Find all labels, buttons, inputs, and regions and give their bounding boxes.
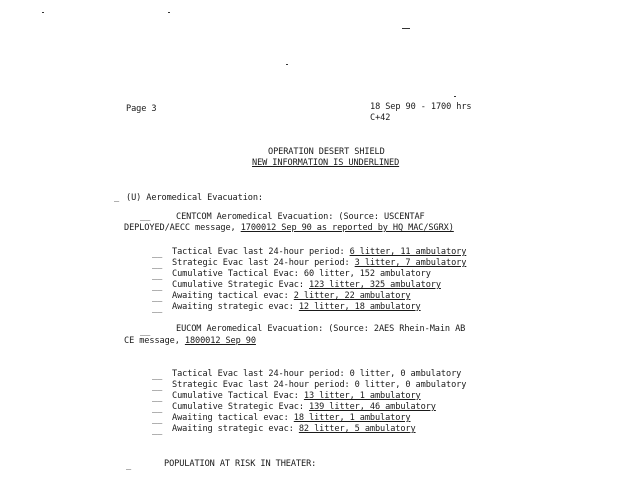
centcom-message-line: [124, 223, 454, 233]
eucom-message-prefix: CE message,: [124, 336, 185, 346]
reference-code: C+42: [370, 113, 391, 123]
centcom-message-prefix: DEPLOYED/AECC message,: [124, 223, 241, 233]
eucom-item: [172, 424, 416, 434]
bullet-dash: __: [152, 260, 163, 270]
document-subtitle: NEW INFORMATION IS UNDERLINED: [252, 158, 400, 168]
centcom-item-value: 60 litter, 152 ambulatory: [303, 269, 431, 279]
bullet-dash: __: [152, 371, 163, 381]
centcom-message-date: 1700012 Sep 90 as reported by HQ MAC/SGRX): [240, 223, 454, 233]
bullet-dash: __: [152, 249, 163, 259]
scan-speck: [454, 96, 456, 97]
centcom-item-value: 6 litter, 11 ambulatory: [349, 247, 467, 257]
centcom-item-label: Cumulative Tactical Evac:: [172, 269, 304, 279]
bullet-dash: __: [152, 393, 163, 403]
centcom-item-value: 2 litter, 22 ambulatory: [293, 291, 411, 301]
page-number: Page 3: [126, 104, 157, 114]
scan-speck: [42, 12, 44, 13]
centcom-item: [172, 280, 441, 290]
centcom-item: [172, 247, 466, 257]
bullet-dash: __: [152, 293, 163, 303]
eucom-item-label: Cumulative Strategic Evac:: [172, 402, 309, 412]
centcom-item-label: Awaiting strategic evac:: [172, 302, 299, 312]
scan-speck: [402, 28, 410, 29]
eucom-source-line: EUCOM Aeromedical Evacuation: (Source: 2AES Rhein-Main AB: [176, 324, 466, 334]
centcom-item: [172, 302, 421, 312]
bullet-dash: __: [152, 282, 163, 292]
eucom-item: [172, 369, 461, 379]
bullet-dash: __: [152, 426, 163, 436]
eucom-item-value: 139 litter, 46 ambulatory: [309, 402, 436, 412]
eucom-item: [172, 402, 436, 412]
bullet-dash: __: [152, 304, 163, 314]
document-title: OPERATION DESERT SHIELD: [268, 147, 385, 157]
eucom-item-label: Cumulative Tactical Evac:: [172, 391, 304, 401]
eucom-item-label: Awaiting tactical evac:: [172, 413, 294, 423]
scan-speck: [286, 64, 288, 65]
centcom-item: [172, 269, 431, 279]
bullet-dash: __: [140, 327, 151, 337]
eucom-item: [172, 391, 421, 401]
centcom-source-line: CENTCOM Aeromedical Evacuation: (Source: USCENTAF: [176, 212, 425, 222]
centcom-item-label: Cumulative Strategic Evac:: [172, 280, 309, 290]
centcom-item: [172, 258, 466, 268]
centcom-item-label: Awaiting tactical evac:: [172, 291, 294, 301]
bullet-dash: __: [140, 212, 151, 222]
eucom-item-value: 82 litter, 5 ambulatory: [298, 424, 416, 434]
centcom-item-value: 123 litter, 325 ambulatory: [309, 280, 441, 290]
eucom-item-label: Tactical Evac last 24-hour period: 0 litter, 0 ambulatory: [172, 369, 462, 379]
centcom-item-label: Tactical Evac last 24-hour period:: [172, 247, 350, 257]
centcom-item: [172, 291, 410, 301]
eucom-message-line: [124, 336, 256, 346]
eucom-item-value: 13 litter, 1 ambulatory: [303, 391, 421, 401]
centcom-item-label: Strategic Evac last 24-hour period:: [172, 258, 355, 268]
bullet-dash: __: [152, 382, 163, 392]
scan-speck: [168, 12, 170, 13]
eucom-item: [172, 413, 410, 423]
centcom-item-value: 12 litter, 18 ambulatory: [298, 302, 421, 312]
bullet-dash: _: [126, 461, 132, 471]
bullet-dash: _: [114, 193, 120, 203]
section-heading: (U) Aeromedical Evacuation:: [126, 193, 263, 203]
bullet-dash: __: [152, 271, 163, 281]
population-heading: POPULATION AT RISK IN THEATER:: [164, 459, 317, 469]
eucom-item-label: Awaiting strategic evac:: [172, 424, 299, 434]
eucom-item-value: 18 litter, 1 ambulatory: [293, 413, 411, 423]
bullet-dash: __: [152, 404, 163, 414]
date-time: 18 Sep 90 - 1700 hrs: [370, 102, 472, 112]
eucom-item-label: Strategic Evac last 24-hour period: 0 litter, 0 ambulatory: [172, 380, 467, 390]
bullet-dash: __: [152, 415, 163, 425]
eucom-item: [172, 380, 466, 390]
centcom-item-value: 3 litter, 7 ambulatory: [354, 258, 467, 268]
eucom-message-date: 1800012 Sep 90: [184, 336, 256, 346]
